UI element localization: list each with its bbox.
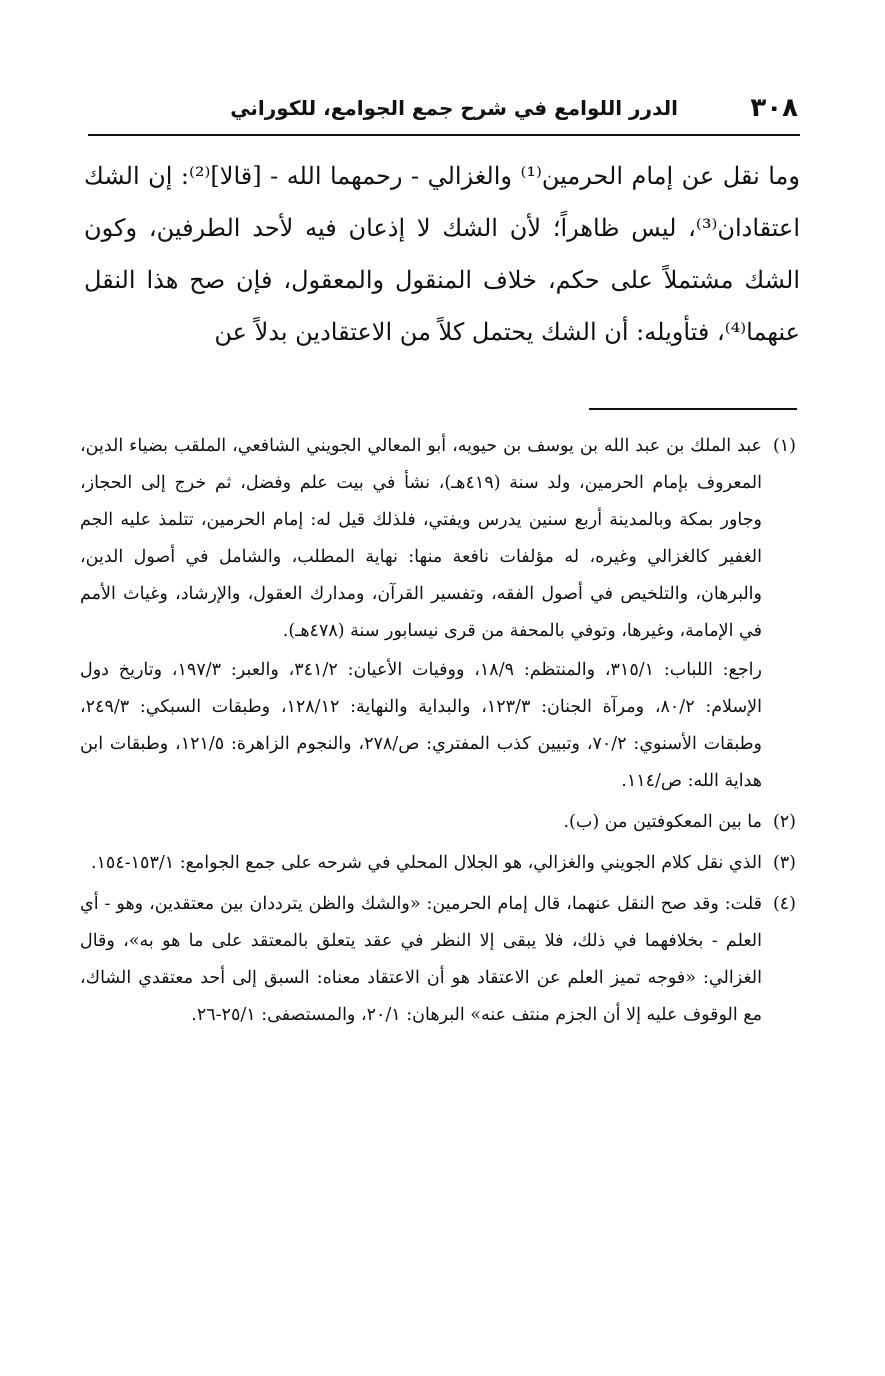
footnote-paragraph: قلت: وقد صح النقل عنهما، قال إمام الحرمين: «والشك والظن يترددان بين معتقدين، وهو - أي العلم - بخلافهما في ذلك، فلا يبقى إلا النظر في عقد يتعلق بالمعتقد على ما هو به»، وقال الغزالي: «فوجه تميز العلم عن الاعتقاد هو أن الاعتقاد معناه: السبق إلى أحد معتقدي الشاك، مع الوقوف عليه إلا أن الجزم منتف عنه» البرهان: ٢٠/١، والمستصفى: ٢٥/١-٢٦. xyxy=(80,894,762,1025)
footnote-2 xyxy=(80,804,796,841)
page-number: ٣٠٨ xyxy=(750,93,798,123)
footnote-paragraph: ما بين المعكوفتين من (ب). xyxy=(563,812,762,832)
footnote-paragraph: عبد الملك بن عبد الله بن يوسف بن حيويه، أبو المعالي الجويني الشافعي، الملقب بضياء الدين، المعروف بإمام الحرمين، ولد سنة (٤١٩هـ)، نشأ في بيت علم وفضل، ثم خرج إلى الحجاز، وجاور بمكة وبالمدينة أربع سنين يدرس ويفتي، فلذلك قيل له: إمام الحرمين، تتلمذ عليه الجم الغفير كالغزالي وغيره، له مؤلفات نافعة منها: نهاية المطلب، والشامل في أصول الدين، والبرهان، والتلخيص في أصول الفقه، وتفسير القرآن، ومدارك العقول، والإرشاد، وغياث الأمم في الإمامة، وغيرها، وتوفي بالمحفة من قرى نيسابور سنة (٤٧٨هـ). xyxy=(80,436,763,641)
main-text xyxy=(84,150,800,358)
footnote-marker: (٢) xyxy=(772,812,796,832)
footnote-4 xyxy=(80,886,796,1034)
footnote-3 xyxy=(80,845,796,882)
footnote-1 xyxy=(80,428,796,800)
footnotes xyxy=(80,428,796,1038)
main-paragraph: وما نقل عن إمام الحرمين⁽¹⁾ والغزالي - رحمهما الله - [قالا]⁽²⁾: إن الشك اعتقادان⁽³⁾، ليس ظاهراً؛ لأن الشك لا إذعان فيه لأحد الطرفين، وكون الشك مشتملاً على حكم، خلاف المنقول والمعقول، فإن صح هذا النقل عنهما⁽⁴⁾، فتأويله: أن الشك يحتمل كلاً من الاعتقادين بدلاً عن xyxy=(84,162,800,346)
header-rule xyxy=(88,134,800,136)
footnote-paragraph: الذي نقل كلام الجويني والغزالي، هو الجلال المحلي في شرحه على جمع الجوامع: ١٥٣/١-١٥٤. xyxy=(90,853,762,873)
running-header xyxy=(88,88,798,132)
footnote-marker: (٤) xyxy=(772,894,796,914)
footnote-separator xyxy=(589,408,797,410)
footnote-marker: (٣) xyxy=(772,853,796,873)
footnote-paragraph: راجع: اللباب: ٣١٥/١، والمنتظم: ١٨/٩، ووفيات الأعيان: ٣٤١/٢، والعبر: ١٩٧/٣، وتاريخ دول الإسلام: ٨٠/٢، ومرآة الجنان: ١٢٣/٣، والبداية والنهاية: ١٢٨/١٢، وطبقات السبكي: ٢٤٩/٣، وطبقات الأسنوي: ٧٠/٢، وتبيين كذب المفتري: ص/٢٧٨، والنجوم الزاهرة: ١٢١/٥، وطبقات ابن هداية الله: ص/١١٤. xyxy=(80,660,762,791)
running-title: الدرر اللوامع في شرح جمع الجوامع، للكوراني xyxy=(230,96,678,120)
footnote-marker: (١) xyxy=(772,436,796,456)
